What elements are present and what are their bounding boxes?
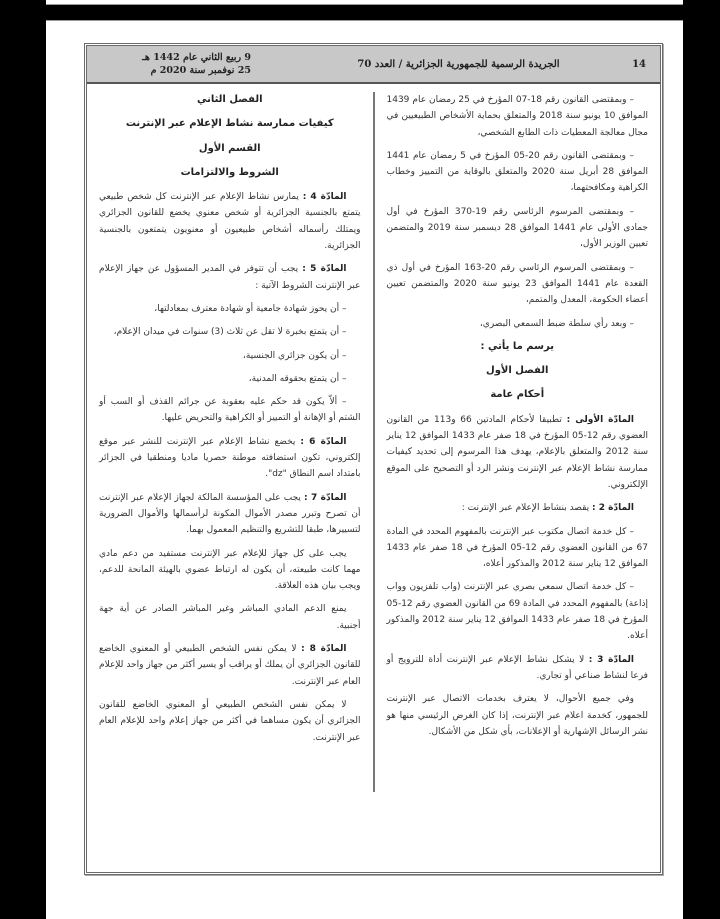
preamble-paragraph: – وبمقتضى المرسوم الرئاسي رقم 19-370 المؤرخ في أول جمادى الأولى عام 1441 الموافق 28 ديسمبر سنة 2019 والمتضمن تعيين الوزير الأول، <box>386 206 648 250</box>
page-number: 14 <box>632 58 646 70</box>
left-column <box>99 92 365 867</box>
preamble-paragraph: – وبمقتضى القانون رقم 20-05 المؤرخ في 5 رمضان عام 1441 الموافق 28 أبريل سنة 2020 والمتعلق بالوقاية من التمييز وخطاب الكراهية ومكافحتهما، <box>386 150 649 194</box>
article-label: المادّة 2 : <box>592 503 634 514</box>
article-label: المادّة 8 : <box>301 644 347 655</box>
article-5 <box>99 261 361 294</box>
page-header <box>87 46 660 84</box>
previous-page-edge <box>46 0 683 5</box>
article-item: – أن يتمتع بخبرة لا تقل عن ثلاث (3) سنوات في ميدان الإعلام، <box>113 327 347 338</box>
date-gregorian: 25 نوفمبر سنة 2020 م <box>150 65 251 76</box>
article-label: المادّة 7 : <box>304 492 347 503</box>
article-text: يجب أن تتوفر في المدير المسؤول عن جهاز الإعلام عبر الإنترنت الشروط الآتية : <box>99 264 361 291</box>
gazette-page <box>46 20 683 919</box>
article-8 <box>99 641 361 690</box>
gazette-title: الجريدة الرسمية للجمهورية الجزائرية / العدد 70 <box>357 58 560 70</box>
preamble-paragraph: – وبعد رأي سلطة ضبط السمعي البصري، <box>479 318 634 329</box>
article-text: يخضع نشاط الإعلام عبر الإنترنت للنشر عبر موقع إلكتروني، تكون استضافته موطنة حصريا ماديا ومنطقيا في الجزائر بامتداد اسم النطاق "dz". <box>99 436 361 480</box>
article-paragraph: لا يمكن نفس الشخص الطبيعي أو المعنوي الخاضع للقانون الجزائري أن يكون مساهما في أكثر من جهاز إعلام واحد للإعلام العام عبر الإنترنت. <box>99 699 361 743</box>
section-title: الشروط والالتزامات <box>180 166 279 178</box>
article-paragraph: يمنع الدعم المادي المباشر وغير المباشر الصادر عن أية جهة أجنبية. <box>99 604 361 631</box>
article-text: يمارس نشاط الإعلام عبر الإنترنت كل شخص طبيعي يتمتع بالجنسية الجزائرية أو شخص معنوي يخضع للقانون الجزائري ويمتلك رأسماله أشخاص طبيعيون أو معنويون يتمتعون بالجنسية الجزائرية. <box>99 192 361 252</box>
article-3 <box>387 652 649 685</box>
article-text: لا يمكن نفس الشخص الطبيعي أو المعنوي الخاضع للقانون الجزائري أن يملك أو يراقب أو يسير أكثر من جهاز واحد للإعلام العام عبر الإنترنت. <box>99 644 361 687</box>
page-frame <box>84 43 663 875</box>
article-item: – أن يكون جزائري الجنسية، <box>242 350 347 361</box>
article-label: المادّة 4 : <box>302 192 347 203</box>
date-hijri: 9 ربيع الثاني عام 1442 هـ <box>142 52 251 63</box>
article-item: – أن يحوز شهادة جامعية أو شهادة معترف بمعادلتها، <box>154 303 347 314</box>
article-item: – كل خدمة اتصال مكتوب عبر الإنترنت بالمفهوم المحدد في المادة 67 من القانون العضوي رقم 12-05 المؤرخ في 18 صفر عام 1433 الموافق 12 يناير سنة 2012 والمذكور أعلاه، <box>386 526 648 570</box>
article-paragraph: وفي جميع الأحوال، لا يعترف بخدمات الاتصال عبر الإنترنت للجمهور، كخدمة اعلام عبر الإنترنت، إذا كان الغرض الرئيسي منها هو نشر الرسائل الإشهارية أو الإعلانات، بأي شكل من الأشكال. <box>386 694 648 737</box>
article-item: – ألاّ يكون قد حكم عليه بعقوبة عن جرائم القذف أو السب أو الشتم أو الإهانة أو التمييز أو الكراهية والتحريض عليها. <box>99 397 361 424</box>
chapter-title: أحكام عامة <box>490 389 545 401</box>
article-text: لا يشكل نشاط الإعلام عبر الإنترنت أداة للترويج أو فرعا لنشاط صناعي أو تجاري. <box>386 654 648 681</box>
article-7 <box>99 490 361 539</box>
article-paragraph: يجب على كل جهاز للإعلام عبر الإنترنت مستفيد من دعم مادي مهما كانت طبيعته، أن يكون له ارتباط عضوي بالهيئة المانحة للدعم، ويجب بيان هذه العلاقة. <box>99 548 361 592</box>
preamble-paragraph: – وبمقتضى القانون رقم 18-07 المؤرخ في 25 رمضان عام 1439 الموافق 10 يونيو سنة 2018 والمتعلق بحماية الأشخاص الطبيعيين في مجال معالجة المعطيات ذات الطابع الشخصي، <box>386 95 648 138</box>
article-text: يجب على المؤسسة المالكة لجهاز الإعلام عبر الإنترنت أن تصرح وتبرر مصدر الأموال المكونة لرأسمالها والأموال الضرورية لتسييرها، طبقا للتشريع والتنظيم المعمول بهما. <box>99 492 361 536</box>
article-item: – أن يتمتع بحقوقه المدنية، <box>248 373 347 384</box>
article-item: – كل خدمة اتصال سمعي بصري عبر الإنترنت (واب تلفزيون وواب إذاعة) بالمفهوم المحدد في المادة 69 من القانون العضوي رقم 12-05 المؤرخ في 18 صفر عام 1433 الموافق 12 يناير سنة 2012 والمذكور أعلاه. <box>386 582 649 642</box>
article-text: تطبيقا لأحكام المادتين 66 و113 من القانون العضوي رقم 12-05 المؤرخ في 18 صفر عام 1433 الموافق 12 يناير سنة 2012 والمتعلق بالإعلام، يهدف هذا المرسوم إلى تحديد كيفيات ممارسة نشاط الإعلام عبر الإنترنت ونشر الرد أو التصحيح على الموقع الإلكتروني. <box>386 414 648 490</box>
decree-heading: يرسم ما يأتي : <box>480 340 554 352</box>
text-columns <box>87 84 660 867</box>
chapter-heading: الفصل الأول <box>486 365 549 377</box>
issue-date <box>101 51 251 77</box>
article-label: المادّة الأولى : <box>566 414 634 425</box>
article-label: المادّة 3 : <box>588 654 634 665</box>
preamble-paragraph: – وبمقتضى المرسوم الرئاسي رقم 20-163 المؤرخ في أول ذي القعدة عام 1441 الموافق 23 يونيو سنة 2020 والمتضمن تعيين أعضاء الحكومة، المعدل والمتمم، <box>386 262 648 306</box>
article-6 <box>99 434 361 483</box>
right-column <box>373 92 649 792</box>
section-heading: القسم الأول <box>198 142 261 154</box>
chapter-title: كيفيات ممارسة نشاط الإعلام عبر الإنترنت <box>125 118 334 130</box>
chapter-heading: الفصل الثاني <box>196 94 263 105</box>
article-text: يقصد بنشاط الإعلام عبر الإنترنت : <box>461 503 590 514</box>
article-label: المادّة 6 : <box>300 436 347 447</box>
article-1 <box>387 412 649 493</box>
article-2 <box>387 500 649 516</box>
article-label: المادّة 5 : <box>302 264 347 275</box>
article-4 <box>99 189 361 254</box>
